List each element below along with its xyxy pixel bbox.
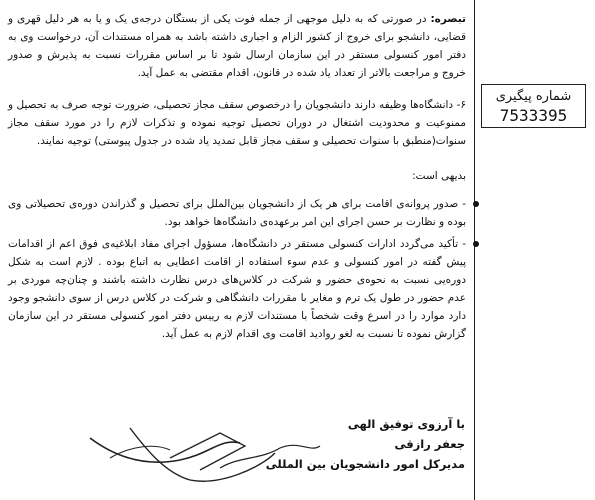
tracking-number-label: شماره پیگیری: [495, 89, 572, 104]
tracking-number-value: 7533395: [499, 106, 568, 125]
note-text: در صورتی که به دلیل موجهی از جمله فوت یکی از بستگان درجه‌ی یک و یا به هر دلیل قهری و قضایی، دانشجو برای خروج از کشور الزام و اجباری داشته باشد به همراه مستندات آن، درخواست وی به دفتر امور کنسولی مستقر در این سازمان ارسال شود تا بر اساس مقررات نسبت به پذیرش و صدور خروج و مراجعت بالاتر از تعداد یاد شده در قانون، اقدام مقتضی به عمل آید.: [8, 13, 466, 79]
bullet-item: [8, 235, 466, 343]
bullet-icon: [473, 201, 479, 207]
obvious-heading: بدیهی است:: [412, 170, 466, 182]
tracking-number-box: [481, 84, 586, 128]
note-title: تبصره:: [430, 13, 466, 25]
bullet-item: [8, 195, 466, 231]
bullet-text: - صدور پروانه‌ی اقامت برای هر یک از دانشجویان بین‌الملل برای تحصیل و گذراندن دوره‌ی تحصیلاتی وی بوده و نظارت بر حسن اجرای این امر برعهده‌ی دانشگاه‌ها خواهد بود.: [8, 198, 466, 228]
bullet-list: [8, 195, 480, 347]
signature-closing: با آرزوی توفیق الهی: [347, 417, 465, 431]
note-paragraph: [8, 10, 466, 82]
bullet-text: - تأکید می‌گردد ادارات کنسولی مستقر در دانشگاه‌ها، مسؤول اجرای مفاد ابلاغیه‌ی فوق اعم از اقدامات پیش گفته در امور کنسولی و عدم سوء استفاده از اقامت اعطایی به اتباع بوده . لازم است به شکل دوره‌یی نسبت به نحوه‌ی حضور و شرکت در کلاس‌های درس نظارت داشته باشند و چنان‌چه موردی بر عدم حضور در طول یک ترم و مغایر با مقررات دانشگاهی و شرکت در کلاس درس از سوی دانشجو وجود دارد موارد را در اسرع وقت شخصاً با مستندات لازم به رییس دفتر امور کنسولی مستقر در این سازمان گزارش نموده تا نسبت به لغو روادید اقامت وی اقدام لازم به عمل آید.: [8, 238, 466, 340]
signatory-name: جعفر رازقی: [394, 437, 465, 451]
bullet-icon: [473, 241, 479, 247]
signatory-position: مدیرکل امور دانشجویان بین المللی: [265, 457, 465, 471]
item-6-paragraph: ۶- دانشگاه‌ها وظیفه دارند دانشجویان را درخصوص سقف مجاز تحصیلی، ضرورت توجه صرف به تحصیل و ممنوعیت و محدودیت اشتغال در دوران تحصیل توجیه نموده و تذکرات لازم را در مورد سقف مجاز سنوات(منطبق با سنوات تحصیلی و سقف مجاز قابل تمدید یاد شده در جدول پیوستی) توجیه نمایند.: [8, 99, 466, 147]
